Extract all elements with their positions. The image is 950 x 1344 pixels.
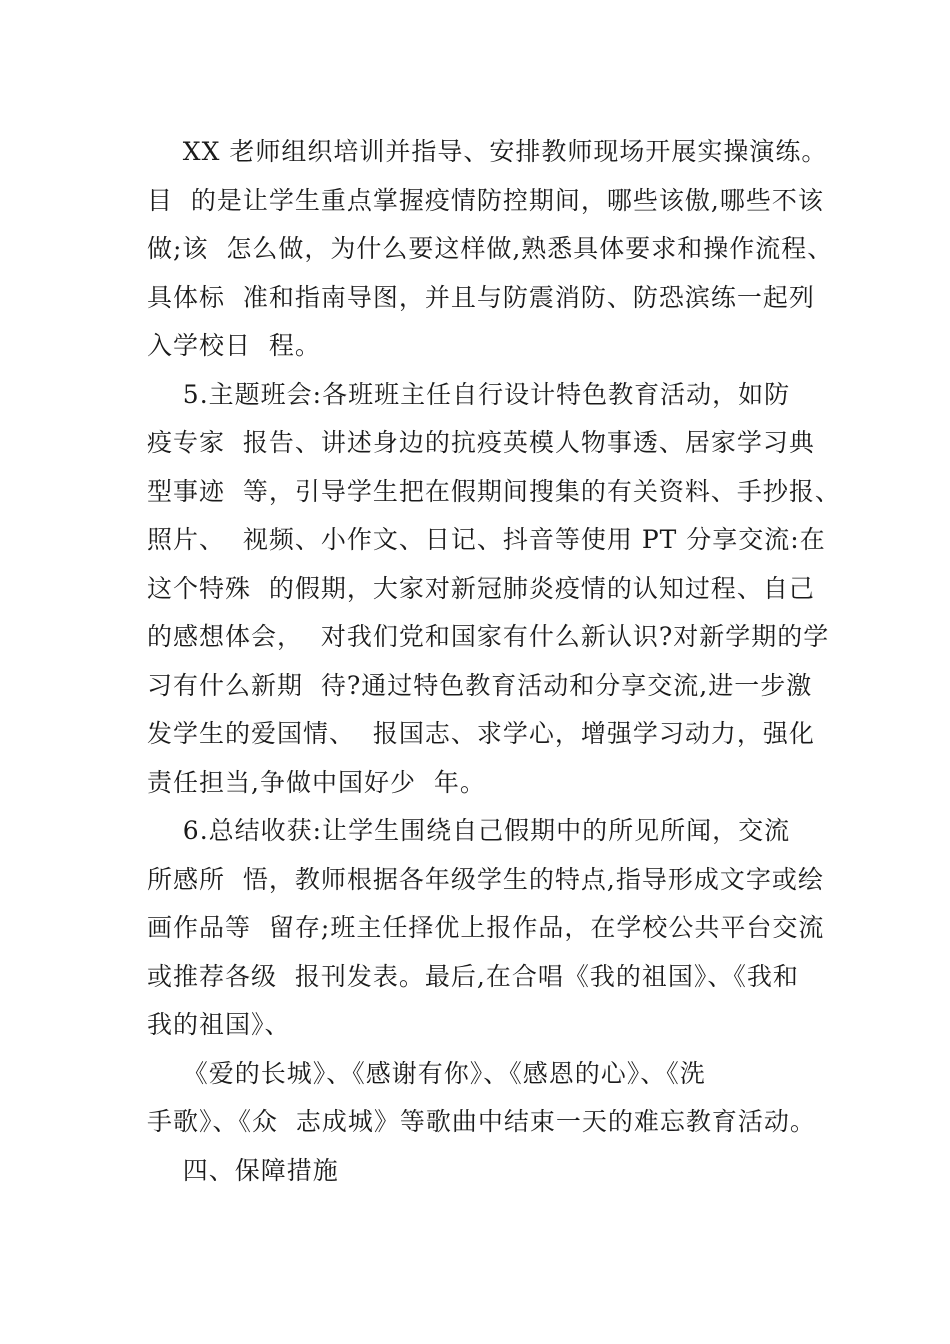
text-line: 的感想体会， 对我们党和国家有什么新认识?对新学期的学 (147, 622, 830, 651)
text-line: 型事迹 等，引导学生把在假期间搜集的有关资料、手抄报、 (147, 476, 841, 506)
text-line: 习有什么新期 待?通过特色教育活动和分享交流,进一步激 (147, 670, 813, 700)
text-line: 5.主题班会:各班班主任自行设计特色教育活动，如防 (147, 379, 791, 409)
text-line: 所感所 悟，教师根据各年级学生的特点,指导形成文字或绘 (147, 864, 824, 894)
document-body (147, 128, 847, 1195)
text-line: 这个特殊 的假期，大家对新冠肺炎疫情的认知过程、自己 (147, 573, 815, 603)
text-line: 疫专家 报告、讲述身边的抗疫英模人物事透、居家学习典 (147, 428, 815, 457)
text-line: 做;该 怎么做，为什么要这样做,熟悉具体要求和操作流程、 (147, 234, 834, 263)
text-line: 手歌》、《众 志成城》等歌曲中结束一天的难忘教育活动。 (147, 1107, 816, 1136)
text-line: 发学生的爱国情、 报国志、求学心，增强学习动力，强化 (147, 719, 815, 748)
text-line: 入学校日 程。 (147, 331, 321, 360)
text-line: 责任担当,争做中国好少 年。 (147, 767, 486, 797)
text-line: 照片、 视频、小作文、日记、抖音等使用 PT 分享交流:在 (147, 525, 826, 554)
text-line: 《爱的长城》、《感谢有你》、《感恩的心》、《洗 (147, 1058, 706, 1088)
text-line: 具体标 准和指南导图，并且与防震消防、防恐滨练一起列 (147, 282, 815, 312)
text-line: 目 的是让学生重点掌握疫情防控期间，哪些该傲,哪些不该 (147, 185, 824, 215)
text-line: XX 老师组织培训并指导、安排教师现场开展实操演练。 (147, 137, 828, 166)
text-line: 我的祖国》、 (147, 1010, 291, 1039)
text-line: 6.总结收获:让学生围绕自己假期中的所见所闻，交流 (147, 816, 791, 845)
section-heading: 四、保障措施 (147, 1155, 339, 1185)
text-line: 画作品等 留存;班主任择优上报作品，在学校公共平台交流 (147, 913, 825, 942)
text-line: 或推荐各级 报刊发表。最后,在合唱《我的祖国》、《我和 (147, 961, 799, 991)
